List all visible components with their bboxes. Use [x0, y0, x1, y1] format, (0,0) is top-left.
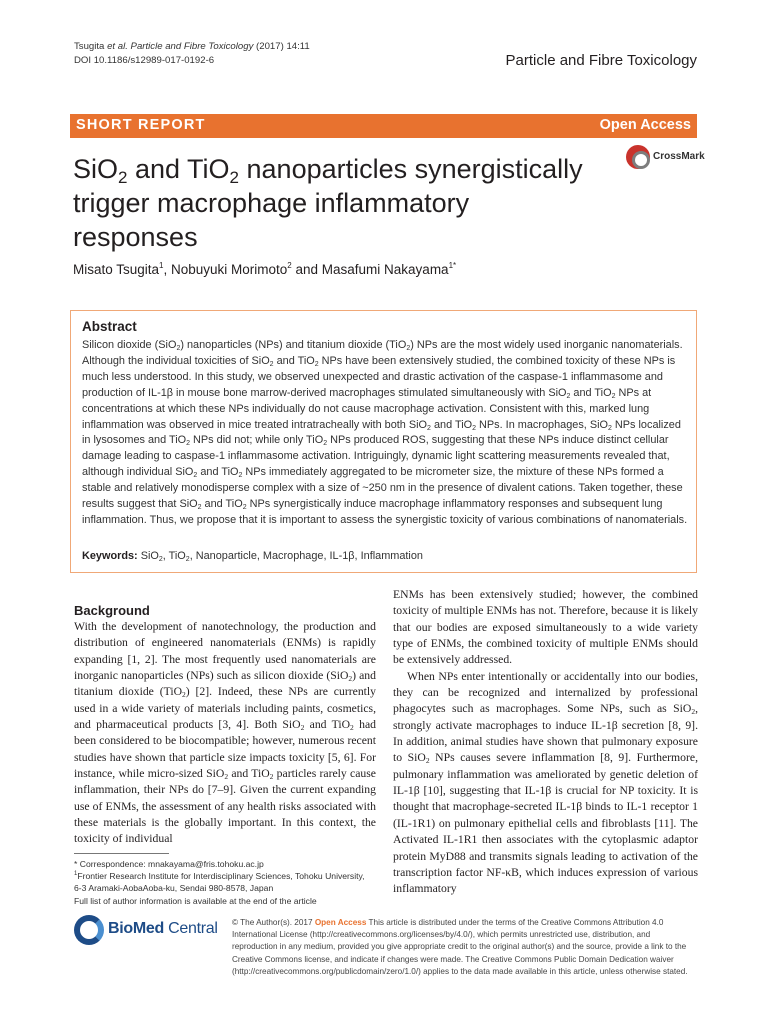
footnote-rule	[74, 853, 169, 854]
keywords: Keywords: SiO$_2$, TiO$_2$, Nanoparticle, Macrophage, IL-1β, Inflammation	[82, 550, 423, 563]
body-column-left	[74, 603, 376, 848]
author-name[interactable]: Misato Tsugita	[73, 262, 160, 277]
citation-header: Tsugita et al. Particle and Fibre Toxicology (2017) 14:11 DOI 10.1186/s12989-017-0192-6	[74, 41, 310, 66]
crossmark-icon	[626, 145, 650, 169]
article-type-label: SHORT REPORT	[76, 117, 206, 133]
journal-name: Particle and Fibre Toxicology	[505, 52, 697, 69]
author-info-note: Full list of author information is available at the end of the article	[74, 895, 317, 906]
affiliation: $^1$Frontier Research Institute for Interdisciplinary Sciences, Tohoku University, 6-3 Aramaki-AobaAoba-ku, Sendai 980-8578, Japan	[74, 871, 365, 894]
abstract-heading: Abstract	[82, 319, 137, 334]
crossmark-badge[interactable]: CrossMark	[626, 143, 696, 173]
abstract-box	[70, 310, 697, 573]
biomed-central-logo-icon	[74, 915, 104, 945]
article-type-band	[70, 114, 697, 138]
license-statement: © The Author(s). 2017 Open Access This article is distributed under the terms of the Creative Commons Attribution 4.0 International License (http://creativecommons.org/licenses/by/4.0/), which permits unrestricted use, distribution, and reproduction in any medium, provided you give appropriate credit to the original author(s) and the source, provide a link to the Creative Commons license, and indicate if changes were made. The Creative Commons Public Domain Dedication waiver (http://creativecommons.org/publicdomain/zero/1.0/) applies to the data made available in this article, unless otherwise stated.	[232, 918, 688, 976]
article-title: SiO$_2$ and TiO$_2$ nanoparticles synergistically trigger macrophage inflammatory responses	[73, 154, 583, 252]
author-name[interactable]: , Nobuyuki Morimoto	[163, 262, 288, 277]
body-paragraph: When NPs enter intentionally or accidentally into our bodies, they can be recognized and internalized by professional phagocytes such as macrophages. Some NPs, such as SiO$_2$, strongly activate macrophages to induce IL-1β secretion [8, 9]. In addition, animal studies have shown that pulmonary exposure to SiO$_2$ NPs causes severe inflammation [8, 9]. Furthermore, pulmonary inflammation was ameliorated by genetic deletion of IL-1β [10], suggesting that IL-1β is crucial for NP toxicity. It is thought that macrophage-secreted IL-1β binds to IL-1 receptor 1 (IL-1R1) on pulmonary epithelial cells and fibroblasts [11]. The Activated IL-1R1 then associates with the cytoplasmic adaptor protein MyD88 and transmits signals leading to activation of the transcription factor NF-κB, which induces expression of various inflammatory	[393, 669, 698, 896]
doi[interactable]: DOI 10.1186/s12989-017-0192-6	[74, 55, 215, 66]
publisher-logo[interactable]: BioMed Central	[74, 913, 224, 953]
author-name[interactable]: and Masafumi Nakayama	[291, 262, 449, 277]
correspondence-email[interactable]: * Correspondence: mnakayama@fris.tohoku.ac.jp	[74, 859, 264, 869]
body-paragraph: ENMs has been extensively studied; however, the combined toxicity of multiple ENMs has not. Therefore, because it is likely that our bodies are exposed simultaneously to a wide variety type of ENMs, the combined toxicity of multiple ENMs should be extensively addressed.	[393, 588, 698, 667]
open-access-label: Open Access	[599, 117, 691, 133]
author-list: Misato Tsugita$^1$, Nobuyuki Morimoto$^2$ and Masafumi Nakayama$^{1*}$	[73, 261, 457, 277]
body-column-right	[393, 587, 698, 898]
section-heading: Background	[74, 603, 150, 618]
footnotes	[74, 858, 374, 907]
body-paragraph: With the development of nanotechnology, the production and distribution of engineered nanomaterials (ENMs) is rapidly expanding [1, 2]. The most frequently used nanomaterials are inorganic nanoparticles (NPs) such as silicon dioxide (SiO$_2$) and titanium dioxide (TiO$_2$) [2]. Indeed, these NPs are currently used in a wide variety of materials including paints, cosmetics, and pharmaceutical products [3, 4]. Both SiO$_2$ and TiO$_2$ had been considered to be biocompatible; however, numerous recent studies have shown that particle size impacts toxicity [5, 6]. For instance, while micro-sized SiO$_2$ and TiO$_2$ particles rarely cause inflammation, their NPs do [7–9]. Given the current expanding use of ENMs, the assessment of any health risks associated with these materials is the globally important. In this context, the toxicity of individual	[74, 620, 376, 846]
abstract-text: Silicon dioxide (SiO$_2$) nanoparticles (NPs) and titanium dioxide (TiO$_2$) NPs are the most widely used inorganic nanomaterials. Although the individual toxicities of SiO$_2$ and TiO$_2$ NPs have been extensively studied, the combined toxicity of these NPs is much less understood. In this study, we observed unexpected and drastic activation of the caspase-1 inflammasome and production of IL-1β in mouse bone marrow-derived macrophages stimulated simultaneously with SiO$_2$ and TiO$_2$ NPs at concentrations at which these NPs individually do not cause macrophage activation. Consistent with this, marked lung inflammation was observed in mice treated intratracheally with both SiO$_2$ and TiO$_2$ NPs. In macrophages, SiO$_2$ NPs localized in lysosomes and TiO$_2$ NPs did not; while only TiO$_2$ NPs produced ROS, suggesting that these NPs induce distinct cellular damage leading to caspase-1 inflammasome activation. Intriguingly, dynamic light scattering measurements revealed that, although individual SiO$_2$ and TiO$_2$ NPs immediately aggregated to be micrometer size, the mixture of these NPs formed a stable and relatively monodisperse complex with a size of ~250 nm in the presence of divalent cations. Taken together, these results suggest that SiO$_2$ and TiO$_2$ NPs synergistically induce macrophage inflammatory responses and subsequent lung inflammation. Thus, we propose that it is important to assess the synergistic toxicity of various combinations of nanomaterials.	[82, 339, 688, 526]
